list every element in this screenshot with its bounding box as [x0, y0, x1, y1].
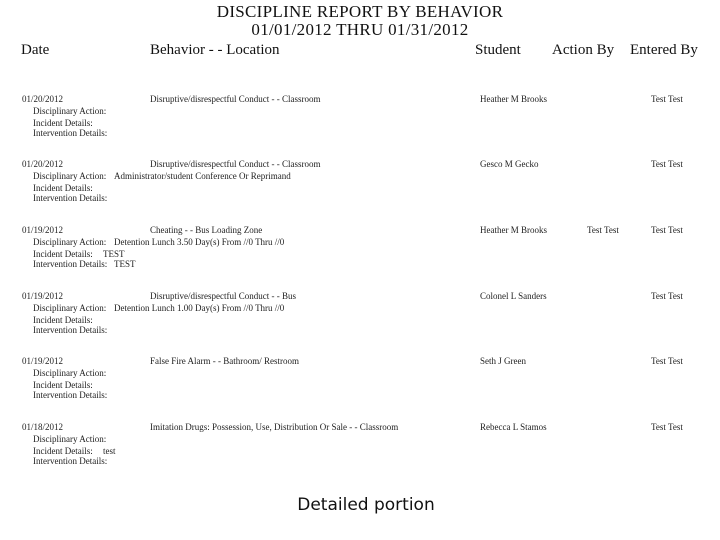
disciplinary-action-label: Disciplinary Action: [33, 303, 107, 313]
record-student: Gesco M Gecko [480, 159, 539, 169]
report-date-range: 01/01/2012 THRU 01/31/2012 [251, 20, 469, 39]
column-header-student: Student [475, 42, 521, 58]
report-title: DISCIPLINE REPORT BY BEHAVIOR [216, 2, 504, 21]
disciplinary-action-value: Detention Lunch 3.50 Day(s) From //0 Thru //0 [114, 237, 285, 247]
intervention-details-label: Intervention Details: [33, 390, 108, 400]
disciplinary-action-value: Administrator/student Conference Or Reprimand [114, 171, 291, 181]
record-date: 01/19/2012 [22, 356, 64, 366]
record-action-by: Test Test [587, 225, 619, 235]
column-header-action-by: Action By [552, 42, 615, 58]
disciplinary-action-label: Disciplinary Action: [33, 368, 107, 378]
column-header-behavior-location: Behavior - - Location [150, 42, 280, 58]
intervention-details-value: TEST [114, 259, 136, 269]
intervention-details-label: Intervention Details: [33, 456, 108, 466]
incident-details-label: Incident Details: [33, 380, 93, 390]
incident-record [0, 422, 720, 486]
incident-details-label: Incident Details: [33, 183, 93, 193]
disciplinary-action-value: Detention Lunch 1.00 Day(s) From //0 Thru //0 [114, 303, 285, 313]
record-behavior-location: Disruptive/disrespectful Conduct - - Bus [150, 291, 296, 301]
record-student: Heather M Brooks [480, 94, 547, 104]
column-header-date: Date [21, 42, 50, 58]
incident-details-label: Incident Details: [33, 315, 93, 325]
incident-record [0, 356, 720, 420]
record-entered-by: Test Test [651, 291, 683, 301]
incident-record [0, 94, 720, 158]
record-entered-by: Test Test [651, 94, 683, 104]
record-entered-by: Test Test [651, 225, 683, 235]
incident-details-label: Incident Details: [33, 249, 93, 259]
incident-record [0, 159, 720, 223]
record-student: Heather M Brooks [480, 225, 547, 235]
caption: Detailed portion [297, 495, 435, 515]
incident-details-value: TEST [103, 249, 125, 259]
intervention-details-label: Intervention Details: [33, 193, 108, 203]
record-entered-by: Test Test [651, 422, 683, 432]
record-date: 01/19/2012 [22, 225, 64, 235]
record-student: Seth J Green [480, 356, 526, 366]
record-behavior-location: Imitation Drugs: Possession, Use, Distribution Or Sale - - Classroom [150, 422, 399, 432]
record-date: 01/18/2012 [22, 422, 64, 432]
record-behavior-location: False Fire Alarm - - Bathroom/ Restroom [150, 356, 299, 366]
record-student: Colonel L Sanders [480, 291, 547, 301]
incident-details-value: test [103, 446, 116, 456]
disciplinary-action-label: Disciplinary Action: [33, 106, 107, 116]
intervention-details-label: Intervention Details: [33, 259, 108, 269]
incident-details-label: Incident Details: [33, 446, 93, 456]
record-entered-by: Test Test [651, 356, 683, 366]
intervention-details-label: Intervention Details: [33, 128, 108, 138]
incident-record [0, 225, 720, 289]
record-entered-by: Test Test [651, 159, 683, 169]
disciplinary-action-label: Disciplinary Action: [33, 171, 107, 181]
record-date: 01/19/2012 [22, 291, 64, 301]
incident-record [0, 291, 720, 355]
record-behavior-location: Disruptive/disrespectful Conduct - - Classroom [150, 94, 321, 104]
column-header-entered-by: Entered By [630, 42, 698, 58]
disciplinary-action-label: Disciplinary Action: [33, 434, 107, 444]
incident-details-label: Incident Details: [33, 118, 93, 128]
record-behavior-location: Disruptive/disrespectful Conduct - - Classroom [150, 159, 321, 169]
record-behavior-location: Cheating - - Bus Loading Zone [150, 225, 263, 235]
record-student: Rebecca L Stamos [480, 422, 547, 432]
record-date: 01/20/2012 [22, 94, 64, 104]
disciplinary-action-label: Disciplinary Action: [33, 237, 107, 247]
intervention-details-label: Intervention Details: [33, 325, 108, 335]
record-date: 01/20/2012 [22, 159, 64, 169]
